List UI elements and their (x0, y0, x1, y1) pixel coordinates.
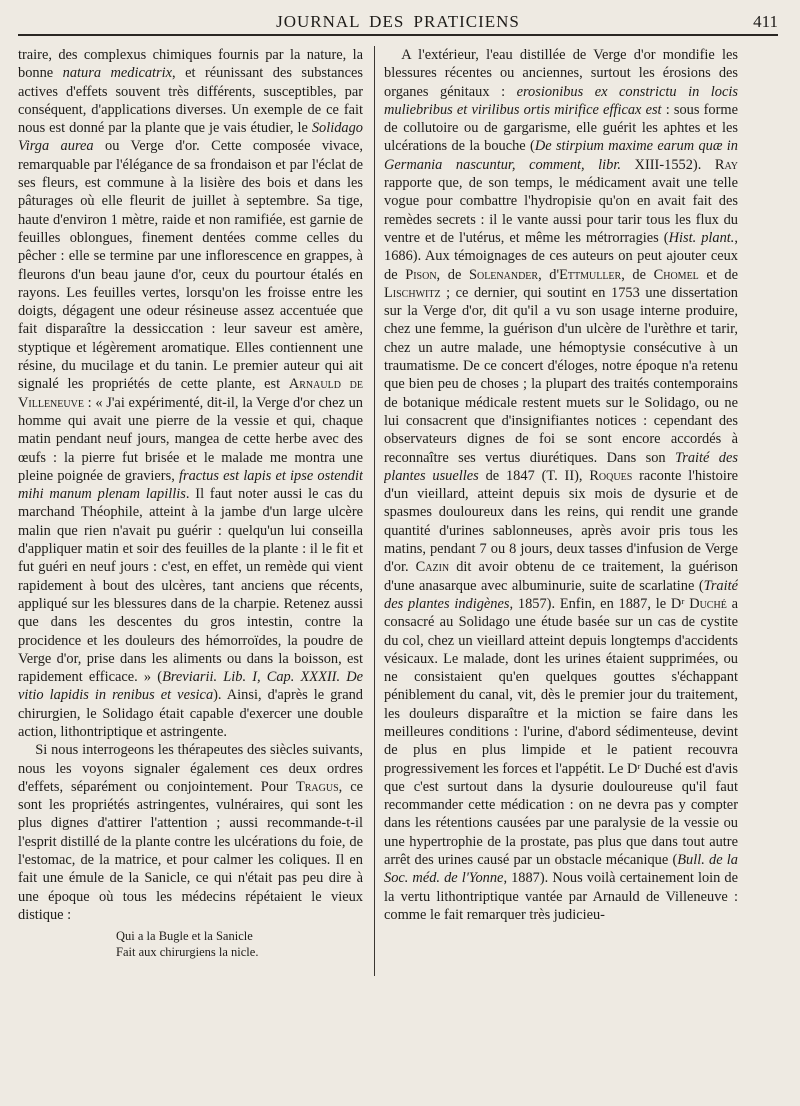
author-name: Lischwitz (384, 284, 441, 301)
left-column (18, 46, 363, 1096)
running-header (18, 12, 778, 42)
italic-text: erosionibus ex constrictu in locis muliebribus et virilibus ortis mirifice efficax est (384, 83, 738, 118)
verse-line: Fait aux chirurgiens la nicle. (116, 945, 259, 960)
right-column (384, 46, 738, 1096)
author-name: Chomel (653, 266, 699, 283)
distich (116, 928, 363, 960)
author-name: Ray (714, 156, 738, 173)
header-rule (18, 34, 778, 36)
italic-text: fractus est lapis et ipse ostendit mihi manum plenam lapillis (18, 467, 363, 503)
author-name: Solenander (468, 266, 539, 283)
paragraph: traire, des complexus chimiques fournis par la nature, la bonne natura medicatrix, et réunissant des substances actives d'effets souvent très différents, susceptibles, par conséquent, d'applications diverses. Un exemple de ce fait nous est donné par la plante que je vais étudier, le Solidago Virga aurea ou Verge d'or. Cette composée vivace, remarquable par l'élégance de sa frondaison et par l'éclat de ses fleurs, est commune à la lisière des bois et dans les pâturages où elle fleurit de juillet à septembre. Sa tige, haute d'environ 1 mètre, raide et non ramifiée, est garnie de feuilles oblongues, finement dentées comme celles du pêcher : elle se termine par une inflorescence en grappes, à fleurons d'un beau jaune d'or, ceux du pourtour étalés en rayons. Les feuilles vertes, lorsqu'on les froisse entre les doigts, dégagent une odeur résineuse assez accentuée que fait disparaître la dessiccation : leur saveur est amère, styptique et légèrement aromatique. Elles contiennent une résine, du mucilage et du tanin. Le premier auteur qui ait signalé les propriétés de cette plante, est Arnauld de Villeneuve : « J'ai expérimenté, dit-il, la Verge d'or chez un homme qui avait une pierre de la vessie et qui, chaque matin pendant neuf jours, mangea de cette herbe avec des œufs : la pierre fut brisée et le malade me montra une pleine poignée de graviers, fractus est lapis et ipse ostendit mihi manum plenam lapillis. Il faut noter aussi le cas du marchand Théophile, atteint à la jambe d'un large ulcère malin que rien n'avait pu guérir : quelqu'un lui conseilla d'appliquer matin et soir des feuilles de la plante : il le fit et fut guéri en neuf jours : c'est, en effet, un remède qui vient rapidement à bout des ulcères, tant anciens que récents, appliqué sur les blessures dans de la charpie. Retenez aussi que dans les descentes du gros intestin, contre la procidence et les douleurs des hémorroïdes, la poudre de Verge d'or, prise dans les aliments ou dans la boisson, est rapidement efficace. » (Breviarii. Lib. I, Cap. XXXII. De vitio lapidis in renibus et vesica). Ainsi, d'après le grand chirurgien, le Solidago était capable d'exercer une double action, lithontriptique et astringente. (18, 47, 363, 740)
author-name: Arnauld de Villeneuve (18, 376, 363, 411)
italic-text: Traité des plantes usuelles (384, 449, 738, 484)
author-name: Pison (405, 266, 437, 283)
running-title: JOURNAL DES PRATICIENS (276, 12, 520, 31)
italic-text: Hist. plant. (668, 229, 735, 246)
italic-text: Solidago Virga aurea (18, 120, 363, 155)
italic-text: natura medicatrix (62, 65, 173, 82)
italic-text: Traité des plantes indigènes (384, 577, 738, 612)
page-number: 411 (753, 12, 778, 31)
paragraph: Si nous interrogeons les thérapeutes des siècles suivants, nous les voyons signaler également ces deux ordres d'effets, séparément ou conjointement. Pour Tragus, ce sont les propriétés astringentes, vulnéraires, qui sont les plus dignes d'attirer l'attention ; aussi recommande-t-il l'esprit distillé de la plante contre les ulcérations du foie, de l'estomac, de la matrice, et pour calmer les coliques. Il en fait une émule de la Sanicle, ce qui n'était pas peu dire à une époque où tous les médecins répétaient le vieux distique : (18, 742, 363, 923)
author-name: Ettmuller (559, 266, 622, 283)
author-name: Tragus (295, 778, 339, 795)
italic-text: Bull. de la Soc. méd. de l'Yonne (384, 852, 738, 887)
italic-text: De stirpium maxime earum quæ in Germania nascuntur, comment, libr. (384, 138, 738, 173)
author-name: Roques (589, 467, 633, 484)
verse-line: Qui a la Bugle et la Sanicle (116, 929, 253, 944)
author-name: Duché (689, 595, 727, 612)
italic-text: Breviarii. Lib. I, Cap. XXXII. De vitio lapidis in renibus et vesica (18, 669, 363, 704)
author-name: Cazin (415, 559, 450, 576)
paragraph: A l'extérieur, l'eau distillée de Verge d'or mondifie les blessures récentes ou anciennes, surtout les érosions des organes génitaux : erosionibus ex constrictu in locis muliebribus et virilibus ortis mirifice efficax est : sous forme de collutoire ou de gargarisme, elle guérit les aphtes et les ulcérations de la bouche (De stirpium maxime earum quæ in Germania nascuntur, comment, libr. XIII-1552). Ray rapporte que, de son temps, le médicament avait une telle vogue pour combattre l'hydropisie qu'on en avait fait des remèdes secrets : il le vante aussi pour tarir tous les flux du ventre et de l'utérus, et même les métrorragies (Hist. plant., 1686). Aux témoignages de ces auteurs on peut ajouter ceux de Pison, de Solenander, d'Ettmuller, de Chomel et de Lischwitz ; ce dernier, qui soutint en 1753 une dissertation sur la Verge d'or, dit qu'il a vu son usage interne produire, chez une femme, la guérison d'un ulcère de l'urèthre et tarir, chez un autre malade, une hémoptysie consécutive à un traumatisme. De ce concert d'éloges, notre époque n'a retenu que bien peu de choses ; la plupart des traités contemporains de botanique médicale restent muets sur le Solidago, ou ne lui consacrent que d'insignifiantes notices : cependant des observateurs dignes de foi se sont encore accordés à reconnaître ses vertus diurétiques. Dans son Traité des plantes usuelles de 1847 (T. II), Roques raconte l'histoire d'un vieillard, atteint depuis six mois de dysurie et de spasmes douloureux dans les reins, qui rendit une grande quantité d'urines sablonneuses, après avoir pris tous les matins, pendant 7 ou 8 jours, deux tasses d'infusion de Verge d'or. Cazin dit avoir obtenu de ce traitement, la guérison d'une anasarque avec albuminurie, suite de scarlatine (Traité des plantes indigènes, 1857). Enfin, en 1887, le Dʳ Duché a consacré au Solidago une étude basée sur un cas de cystite du col, chez un vieillard atteint depuis longtemps d'accidents vésicaux. Le malade, dont les urines étaient supprimées, ou ne consistaient qu'en quelques gouttes s'échappant péniblement du canal, vit, dès le premier jour du traitement, les douleurs disparaître et la miction se faire dans les meilleures conditions : l'urine, d'abord sédimenteuse, devint de plus en plus limpide et le patient recouvra progressivement les forces et l'appétit. Le Dʳ Duché est d'avis que c'est surtout dans la dysurie douloureuse qu'il faut recommander cette médication : on ne devra pas y compter dans les rétentions causées par une paralysie de la vessie ou une hypertrophie de la prostate, pas plus que dans tout autre arrêt des urines causé par un obstacle mécanique (Bull. de la Soc. méd. de l'Yonne, 1887). Nous voilà certainement loin de la vertu lithontriptique vantée par Arnauld de Villeneuve : comme le fait remarquer très judicieu- (384, 47, 738, 923)
column-divider (374, 46, 375, 976)
